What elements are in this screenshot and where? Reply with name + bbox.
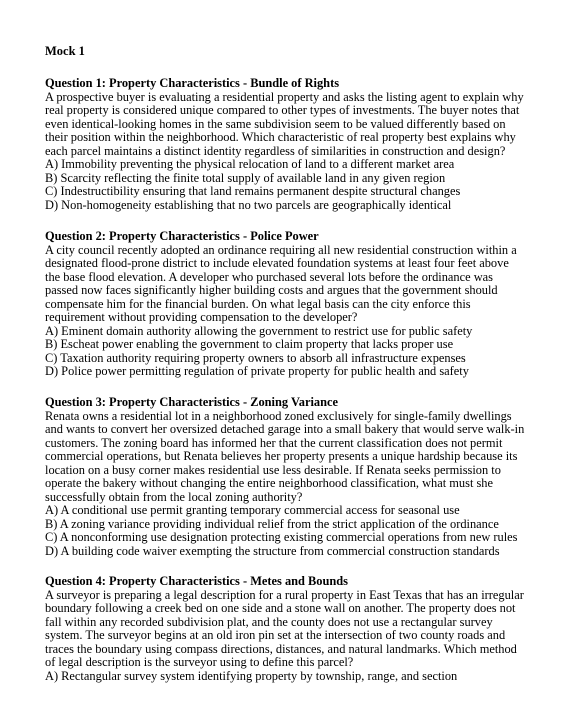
- answer-option: D) A building code waiver exempting the structure from commercial construction standards: [45, 543, 500, 558]
- question-1: [45, 77, 525, 212]
- question-heading: Question 3: Property Characteristics - Zoning Variance: [45, 395, 338, 409]
- answer-option: A) Immobility preventing the physical relocation of land to a different market area: [45, 157, 455, 171]
- answer-option: D) Police power permitting regulation of private property for public health and safety: [45, 364, 469, 378]
- answer-option: A) Rectangular survey system identifying property by township, range, and section: [45, 668, 458, 683]
- question-text: A surveyor is preparing a legal description for a rural property in East Texas that has an irregular boundary following a creek bed on one side and a stone wall on another. The property does not fall within any recorded subdivision plat, and the county does not use a rectangular survey system. The surveyor begins at an old iron pin set at the intersection of two county roads and traces the boundary using compass directions, distances, and natural landmarks. Which method of legal description is the surveyor using to define this parcel?: [45, 587, 524, 669]
- question-text: A city council recently adopted an ordinance requiring all new residential construction within a designated flood-prone district to include elevated foundation systems at least four feet above the base flood elevation. A developer who purchased several lots before the ordinance was passed now faces significantly higher building costs and argues that the government should compensate him for the financial burden. On what legal basis can the city enforce this requirement without providing compensation to the developer?: [45, 242, 517, 324]
- answer-option: B) Escheat power enabling the government to claim property that lacks proper use: [45, 337, 454, 351]
- question-text: A prospective buyer is evaluating a residential property and asks the listing agent to explain why real property is considered unique compared to other types of investments. The buyer notes that even identical-looking homes in the same subdivision seem to be valued differently based on their position within the neighborhood. Which characteristic of real property best explains why each parcel maintains a distinct identity regardless of similarities in construction and design?: [45, 89, 524, 158]
- question-heading: Question 4: Property Characteristics - Metes and Bounds: [45, 574, 348, 588]
- answer-options: [45, 670, 525, 684]
- question-4: [45, 575, 525, 683]
- question-text: Renata owns a residential lot in a neighborhood zoned exclusively for single-family dwellings and wants to convert her oversized detached garage into a small bakery that would serve walk-in customers. The zoning board has informed her that the current classification does not permit commercial operations, but Renata believes her property presents a unique hardship because its location on a busy corner makes residential use less desirable. If Renata seeks permission to operate the bakery without changing the entire neighborhood classification, what must she successfully obtain from the local zoning authority?: [45, 408, 525, 504]
- answer-options: [45, 325, 525, 379]
- answer-options: [45, 158, 525, 212]
- answer-options: [45, 504, 525, 558]
- question-heading: Question 2: Property Characteristics - Police Power: [45, 229, 319, 243]
- question-3: [45, 396, 525, 558]
- answer-option: A) A conditional use permit granting temporary commercial access for seasonal use: [45, 503, 460, 517]
- answer-option: B) Scarcity reflecting the finite total supply of available land in any given region: [45, 170, 446, 185]
- answer-option: B) A zoning variance providing individual relief from the strict application of the ordinance: [45, 516, 499, 531]
- answer-option: C) Indestructibility ensuring that land remains permanent despite structural changes: [45, 184, 461, 198]
- document-title: Mock 1: [45, 44, 85, 58]
- answer-option: C) Taxation authority requiring property owners to absorb all infrastructure expenses: [45, 350, 466, 365]
- answer-option: C) A nonconforming use designation protecting existing commercial operations from new rules: [45, 530, 518, 544]
- question-2: [45, 230, 525, 379]
- answer-option: A) Eminent domain authority allowing the government to restrict use for public safety: [45, 323, 473, 338]
- question-heading: Question 1: Property Characteristics - Bundle of Rights: [45, 76, 340, 90]
- answer-option: D) Non-homogeneity establishing that no two parcels are geographically identical: [45, 197, 452, 212]
